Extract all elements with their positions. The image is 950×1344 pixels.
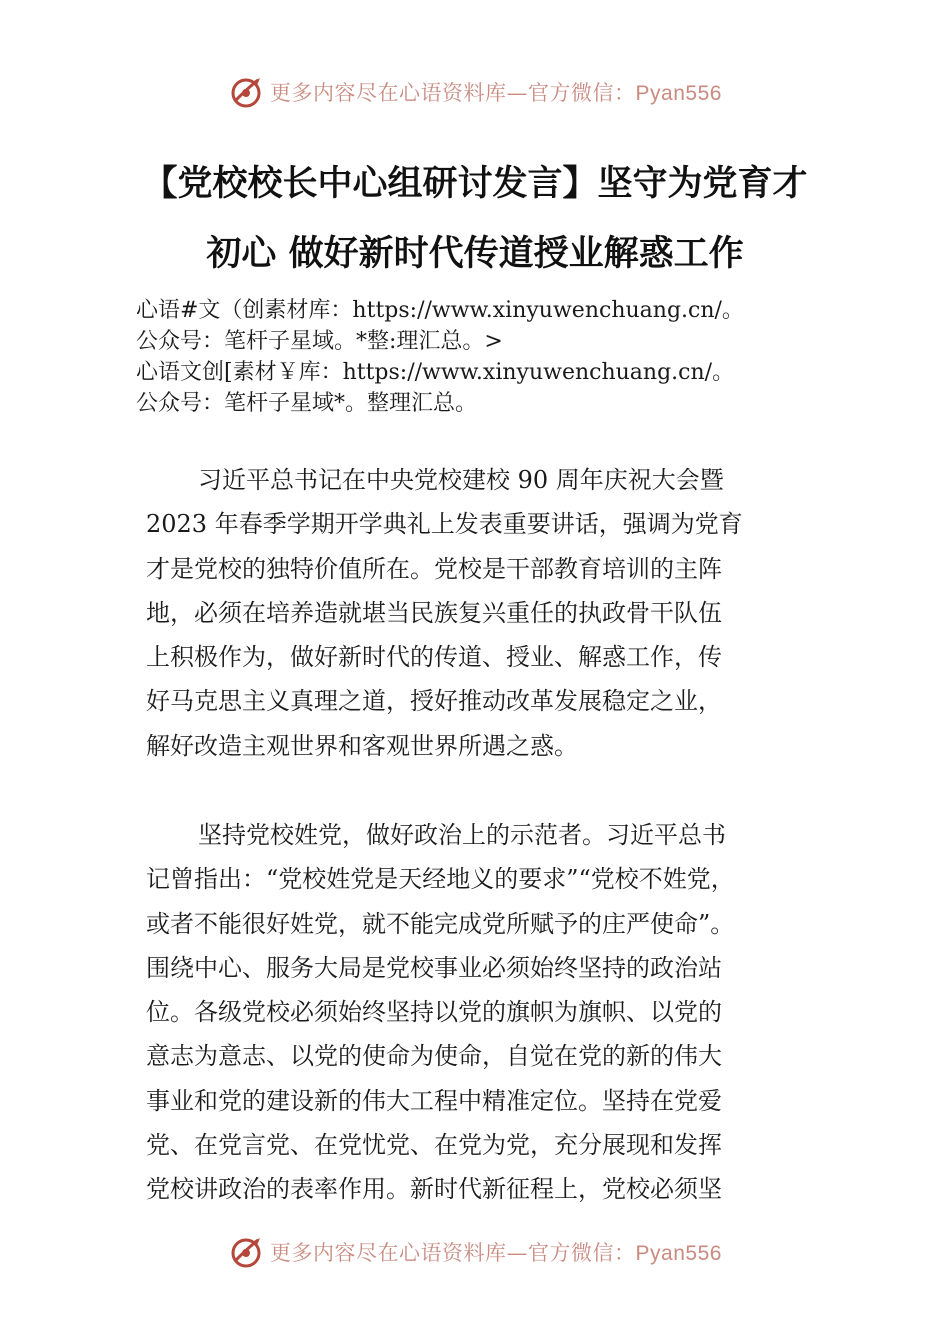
paragraph-line: 围绕中心、服务大局是党校事业必须始终坚持的政治站 xyxy=(146,953,722,982)
logo-icon xyxy=(228,1234,264,1270)
header-banner xyxy=(0,72,950,112)
body-paragraph-1 xyxy=(146,458,810,768)
paragraph-line: 记曾指出：“党校姓党是天经地义的要求”“党校不姓党， xyxy=(146,865,735,894)
footer-banner xyxy=(0,1232,950,1272)
paragraph-line: 或者不能很好姓党，就不能完成党所赋予的庄严使命”。 xyxy=(146,909,735,938)
banner-text xyxy=(270,1237,722,1267)
body-paragraph-2 xyxy=(146,813,810,1212)
paragraph-line: 党、在党言党、在党忧党、在党为党，充分展现和发挥 xyxy=(146,1131,722,1160)
document-title-line-2: 初心 做好新时代传道授业解惑工作 xyxy=(206,234,744,274)
paragraph-line: 党校讲政治的表率作用。新时代新征程上，党校必须坚 xyxy=(146,1175,722,1204)
banner-label: 更多内容尽在心语资料库—官方微信： xyxy=(270,1241,636,1265)
source-note-line: 心语#文（创素材库：https://www.xinyuwenchuang.cn/。 xyxy=(136,298,744,323)
wechat-id: Pyan556 xyxy=(635,1242,722,1265)
paragraph-line: 坚持党校姓党，做好政治上的示范者。习近平总书 xyxy=(198,821,726,849)
paragraph-line: 位。各级党校必须始终坚持以党的旗帜为旗帜、以党的 xyxy=(146,998,722,1027)
paragraph-line: 事业和党的建设新的伟大工程中精准定位。坚持在党爱 xyxy=(146,1086,722,1115)
source-note-line: 公众号：笔杆子星域*。整理汇总。 xyxy=(136,391,478,416)
banner-text xyxy=(270,77,722,107)
document-title-line-1: 【党校校长中心组研讨发言】坚守为党育才 xyxy=(142,164,808,204)
paragraph-line: 上积极作为，做好新时代的传道、授业、解惑工作，传 xyxy=(146,643,722,672)
paragraph-line: 才是党校的独特价值所在。党校是干部教育培训的主阵 xyxy=(146,554,722,583)
paragraph-line: 意志为意志、以党的使命为使命，自觉在党的新的伟大 xyxy=(146,1042,722,1071)
source-note-line: 公众号：笔杆子星域。*整:理汇总。> xyxy=(136,329,503,354)
paragraph-line: 地，必须在培养造就堪当民族复兴重任的执政骨干队伍 xyxy=(146,598,722,627)
source-note-line: 心语文创[素材￥库：https://www.xinyuwenchuang.cn/。 xyxy=(136,360,735,385)
paragraph-line: 2023 年春季学期开学典礼上发表重要讲话，强调为党育 xyxy=(146,510,743,539)
wechat-id: Pyan556 xyxy=(635,82,722,105)
paragraph-line: 好马克思主义真理之道，授好推动改革发展稳定之业， xyxy=(146,687,722,716)
banner-label: 更多内容尽在心语资料库—官方微信： xyxy=(270,81,636,105)
source-notes xyxy=(136,295,836,419)
paragraph-line: 习近平总书记在中央党校建校 90 周年庆祝大会暨 xyxy=(198,466,724,494)
logo-icon xyxy=(228,74,264,110)
paragraph-line: 解好改造主观世界和客观世界所遇之惑。 xyxy=(146,731,578,760)
